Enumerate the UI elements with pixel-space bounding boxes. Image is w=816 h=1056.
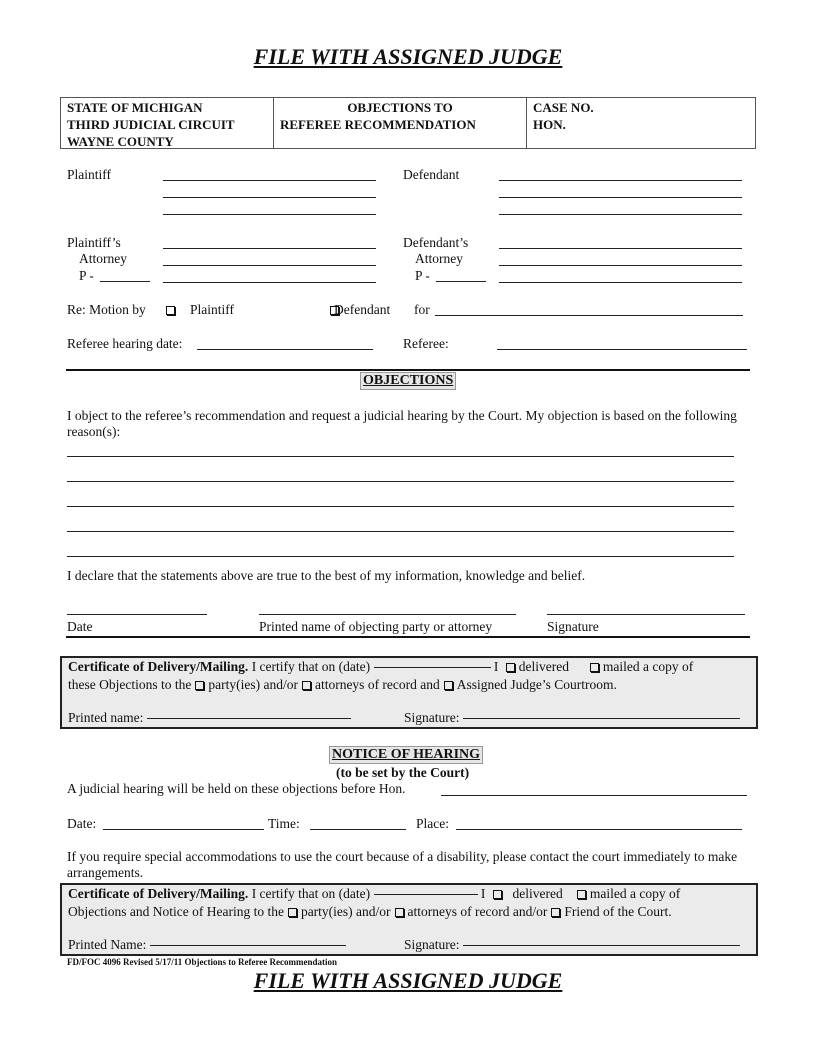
footer-title: FILE WITH ASSIGNED JUDGE xyxy=(253,968,563,993)
printed-name-label: Printed name of objecting party or attorney xyxy=(259,619,493,634)
document-title xyxy=(273,98,526,148)
parties-checkbox[interactable] xyxy=(195,681,204,690)
referee-hearing-date-field[interactable] xyxy=(197,349,373,350)
printed-name-label: Printed name: xyxy=(68,710,144,725)
defendant-field[interactable] xyxy=(499,197,742,198)
plaintiff-option-label: Plaintiff xyxy=(190,302,235,317)
defendants-attorney-field[interactable] xyxy=(499,248,742,249)
objection-reason-line[interactable] xyxy=(67,531,734,532)
cert-signature-field[interactable] xyxy=(463,945,740,946)
date-field[interactable] xyxy=(67,614,207,615)
signature-label: Signature: xyxy=(404,937,460,952)
header-title: FILE WITH ASSIGNED JUDGE xyxy=(253,44,563,69)
objection-reason-line[interactable] xyxy=(67,506,734,507)
hearing-date-label: Date: xyxy=(67,816,97,831)
parties-label: party(ies) and/or xyxy=(208,677,298,692)
form-id: FD/FOC 4096 Revised 5/17/11 Objections to Referee Recommendation xyxy=(67,957,338,967)
delivered-label: delivered xyxy=(512,886,563,901)
friend-of-court-label: Friend of the Court. xyxy=(564,904,672,919)
defendant-field[interactable] xyxy=(499,180,742,181)
hearing-time-field[interactable] xyxy=(310,829,406,830)
certificate-of-delivery-2 xyxy=(60,883,758,956)
court-line: WAYNE COUNTY xyxy=(67,134,174,149)
plaintiff-p-number-field[interactable] xyxy=(100,281,150,282)
defendant-p-number-label: P - xyxy=(415,268,430,283)
certify-i: I xyxy=(493,659,499,674)
certificate-lead: Certificate of Delivery/Mailing. xyxy=(68,886,249,901)
defendants-attorney-field[interactable] xyxy=(499,265,742,266)
doc-title-line: REFEREE RECOMMENDATION xyxy=(280,117,476,132)
defendants-attorney-field[interactable] xyxy=(499,282,742,283)
hearing-judge-field[interactable] xyxy=(441,795,747,796)
plaintiffs-attorney-label: Plaintiff’s xyxy=(67,235,121,250)
plaintiff-label: Plaintiff xyxy=(67,167,112,182)
mailed-checkbox[interactable] xyxy=(577,890,586,899)
signature-field[interactable] xyxy=(547,614,745,615)
certificate-of-delivery-1 xyxy=(60,656,758,729)
plaintiffs-attorney-field[interactable] xyxy=(163,265,376,266)
plaintiff-field[interactable] xyxy=(163,180,376,181)
certify-date-field[interactable] xyxy=(374,894,478,895)
delivered-checkbox[interactable] xyxy=(506,663,515,672)
attorneys-label: attorneys of record and/or xyxy=(407,904,548,919)
attorneys-checkbox[interactable] xyxy=(395,908,404,917)
courtroom-checkbox[interactable] xyxy=(444,681,453,690)
hearing-date-field[interactable] xyxy=(103,829,264,830)
certify-text: I certify that on (date) xyxy=(251,659,371,674)
certificate-line2: these Objections to the xyxy=(68,677,192,692)
court-line: STATE OF MICHIGAN xyxy=(67,100,203,115)
defendants-attorney-label: Attorney xyxy=(415,251,463,266)
plaintiffs-attorney-field[interactable] xyxy=(163,248,376,249)
cert-signature-field[interactable] xyxy=(463,718,740,719)
mailed-label: mailed a copy of xyxy=(602,659,694,674)
certify-date-field[interactable] xyxy=(374,667,491,668)
defendant-option-label: Defendant xyxy=(334,302,391,317)
defendants-attorney-label: Defendant’s xyxy=(403,235,469,250)
defendant-p-number-field[interactable] xyxy=(436,281,486,282)
objection-reason-line[interactable] xyxy=(67,481,734,482)
hearing-place-field[interactable] xyxy=(456,829,742,830)
case-caption xyxy=(60,97,756,149)
plaintiffs-attorney-field[interactable] xyxy=(163,282,376,283)
court-info xyxy=(61,98,273,148)
plaintiff-p-number-label: P - xyxy=(79,268,94,283)
objection-reason-line[interactable] xyxy=(67,556,734,557)
referee-hearing-date-label: Referee hearing date: xyxy=(67,336,183,351)
defendant-label: Defendant xyxy=(403,167,460,182)
plaintiff-field[interactable] xyxy=(163,214,376,215)
attorneys-checkbox[interactable] xyxy=(302,681,311,690)
cert-printed-name-field[interactable] xyxy=(147,718,351,719)
referee-label: Referee: xyxy=(403,336,449,351)
delivered-checkbox[interactable] xyxy=(493,890,502,899)
accommodations-text: If you require special accommodations to use the court because of a disability, please contact the court immediately to make arrangements. xyxy=(67,849,738,880)
defendant-field[interactable] xyxy=(499,214,742,215)
certificate-lead: Certificate of Delivery/Mailing. xyxy=(68,659,249,674)
notice-heading: NOTICE OF HEARING xyxy=(329,746,483,764)
court-line: THIRD JUDICIAL CIRCUIT xyxy=(67,117,235,132)
hearing-place-label: Place: xyxy=(416,816,449,831)
objections-heading: OBJECTIONS xyxy=(360,372,456,390)
case-number-label: CASE NO. xyxy=(533,100,594,115)
re-motion-by-label: Re: Motion by xyxy=(67,302,146,317)
notice-subheading: (to be set by the Court) xyxy=(336,765,470,780)
certificate-line2: Objections and Notice of Hearing to the xyxy=(68,904,284,919)
signature-label: Signature: xyxy=(404,710,460,725)
printed-name-field[interactable] xyxy=(259,614,516,615)
objection-reason-line[interactable] xyxy=(67,456,734,457)
mailed-checkbox[interactable] xyxy=(590,663,599,672)
declaration-text: I declare that the statements above are true to the best of my information, knowledge and belief. xyxy=(67,568,586,583)
attorneys-label: attorneys of record and xyxy=(314,677,440,692)
friend-of-court-checkbox[interactable] xyxy=(551,908,560,917)
certify-i: I xyxy=(480,886,486,901)
parties-label: party(ies) and/or xyxy=(300,904,391,919)
objection-statement: I object to the referee’s recommendation and request a judicial hearing by the Court. My objection is based on the following reason(s): xyxy=(67,408,737,439)
mailed-label: mailed a copy of xyxy=(589,886,681,901)
case-info xyxy=(526,98,755,148)
section-divider xyxy=(66,369,750,371)
cert-printed-name-field[interactable] xyxy=(150,945,346,946)
doc-title-line: OBJECTIONS TO xyxy=(347,100,453,115)
section-divider xyxy=(66,636,750,638)
judge-label: HON. xyxy=(533,117,566,132)
plaintiff-field[interactable] xyxy=(163,197,376,198)
plaintiff-checkbox[interactable] xyxy=(166,306,175,315)
hearing-time-label: Time: xyxy=(268,816,300,831)
plaintiffs-attorney-label: Attorney xyxy=(79,251,127,266)
printed-name-label: Printed Name: xyxy=(68,937,147,952)
hearing-text: A judicial hearing will be held on these objections before Hon. xyxy=(67,781,406,796)
courtroom-label: Assigned Judge’s Courtroom. xyxy=(456,677,617,692)
motion-for-field[interactable] xyxy=(435,315,743,316)
referee-field[interactable] xyxy=(497,349,747,350)
date-label: Date xyxy=(67,619,93,634)
delivered-label: delivered xyxy=(518,659,569,674)
signature-label: Signature xyxy=(547,619,599,634)
parties-checkbox[interactable] xyxy=(288,908,297,917)
motion-for-label: for xyxy=(414,302,430,317)
certify-text: I certify that on (date) xyxy=(251,886,371,901)
